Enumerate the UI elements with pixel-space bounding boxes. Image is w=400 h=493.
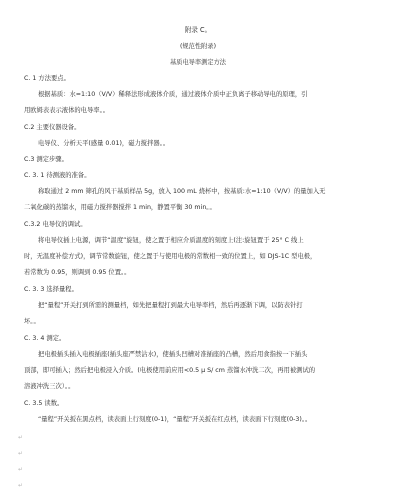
section-c34: C. 3. 4 测定。 [24, 335, 66, 342]
paragraph-mark: ↵ [18, 482, 24, 489]
para-c31-line1: 称取通过 2 mm 筛孔的风干基质样品 5g，放入 100 mL 烧杯中，按基质:水=1:10（V/V）的量加入无 [38, 188, 326, 195]
para-c1-line2: 用欧姆表表示液体的电导率。。 [24, 107, 110, 114]
paragraph-mark: ↵ [18, 450, 24, 457]
para-c32-line3: 若常数为 0.95，则调到 0.95 位置。。 [24, 269, 131, 276]
para-c1-line1: 根据基质：水=1:10（V/V）稀释法形成液体介质，通过液体介质中正负离子移动导电的原理，引 [38, 91, 308, 98]
section-c3: C.3 测定步骤。 [24, 156, 68, 163]
para-c32-line2: 时，无温度补偿方式)，调节常数旋钮，使之置于与使用电极的常数相一致的位置上，如 DJS-1C 型电极， [24, 253, 317, 260]
para-c31-line2: 二氧化碳的蒸馏水，用磁力搅拌器搅拌 1 min，静置平衡 30 min。。 [24, 204, 216, 211]
section-c31: C. 3. 1 待测液的准备。 [24, 172, 91, 179]
para-c34-line2: 顶部，即可插入；然后把电极浸入介质。(电极使用前应用<0.5 μ S/ cm 蒸馏水冲洗二次，再用被测试的 [24, 367, 316, 374]
para-c33-line2: 坏。。 [24, 318, 40, 325]
para-c35: “量程”开关扳在黑点档，读表面上行刻度(0-1)，“量程”开关扳在红点档，读表面下行刻度(0-3)。。 [38, 416, 312, 423]
para-c32-line1: 将电导仪插上电源，调节“温度”旋钮，使之置于相应介质温度的刻度上(注:旋钮置于 25° C 线上 [38, 237, 304, 244]
appendix-type: (规范性附录) [179, 43, 217, 50]
para-c34-line1: 把电极插头插入电极插座(插头座严禁沾水)，使插头凹槽对准插座的凸槽，然后用食指按一下插头 [38, 351, 308, 358]
para-c34-line3: 溶液冲洗三次）。。 [24, 383, 75, 390]
para-c33-line1: 把“量程”开关打到所需的测量档，如先把量程打到最大电导率档，然后再逐渐下调，以防表针打 [38, 302, 303, 309]
para-c2: 电导仪、分析天平(感量 0.01)，磁力搅拌器。。 [38, 140, 170, 147]
section-c1: C. 1 方法要点。 [24, 75, 70, 82]
paragraph-mark: ↵ [18, 466, 24, 473]
section-c33: C. 3. 3 选择量程。 [24, 286, 78, 293]
paragraph-mark: ↵ [18, 434, 24, 441]
section-c35: C. 3.5 读数。 [24, 400, 64, 407]
section-c32: C.3.2 电导仪的调试。 [24, 221, 87, 228]
method-title: 基质电导率测定方法 [169, 59, 227, 66]
appendix-title: 附录 C。 [184, 26, 212, 34]
section-c2: C.2 主要仪器设备。 [24, 124, 81, 131]
